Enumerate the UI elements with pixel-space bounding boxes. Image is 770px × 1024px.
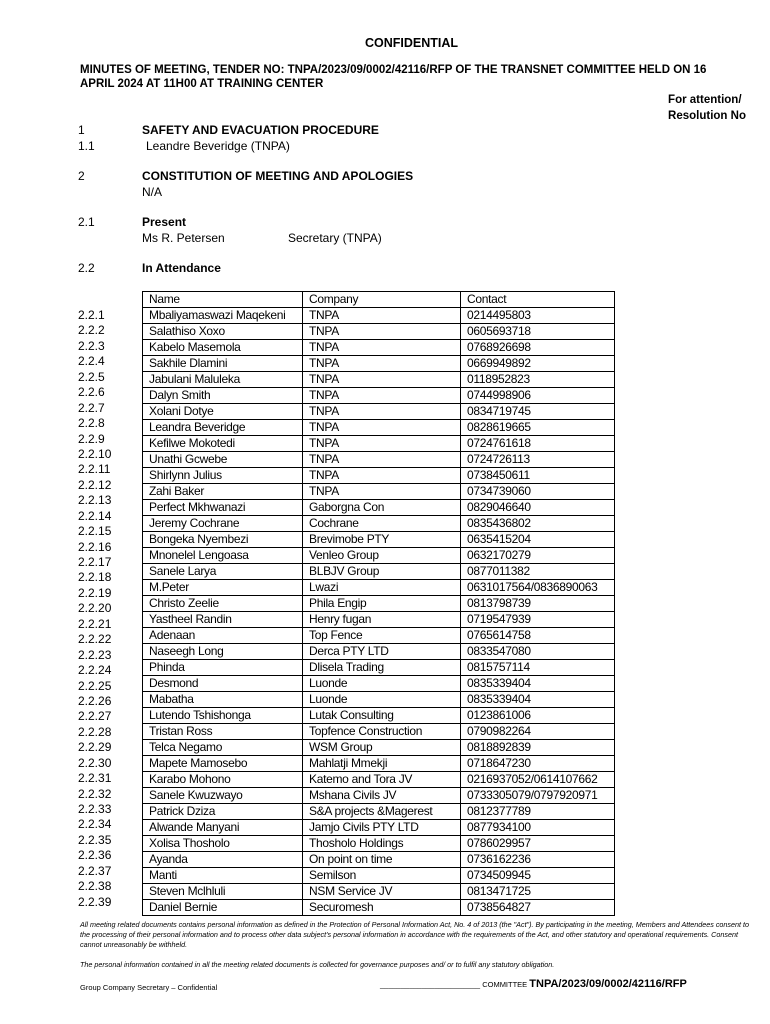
attendee-contact: 0738450611 [461,468,615,484]
row-number: 2.2.36 [78,848,112,863]
attendee-name: Alwande Manyani [143,820,303,836]
section-number: 2.2 [78,261,95,275]
attendee-contact: 0719547939 [461,612,615,628]
table-row [143,468,615,484]
section-text: Leandre Beveridge (TNPA) [146,139,290,153]
attendee-company: Henry fugan [303,612,461,628]
row-number: 2.2.22 [78,632,112,647]
attendee-contact: 0815757114 [461,660,615,676]
attendee-name: Mapete Mamosebo [143,756,303,772]
attendee-contact: 0123861006 [461,708,615,724]
row-number: 2.2.25 [78,678,112,693]
attendee-company: Luonde [303,676,461,692]
attendee-contact: 0790982264 [461,724,615,740]
attendee-contact: 0631017564/0836890063 [461,580,615,596]
row-number: 2.2.18 [78,570,112,585]
row-number: 2.2.13 [78,493,112,508]
attendee-name: Jabulani Maluleka [143,372,303,388]
attendee-name: Leandra Beveridge [143,420,303,436]
privacy-purpose: The personal information contained in all the meeting related documents is collected for governance purposes and/ or to fulfil any statutory obligation. [80,960,555,969]
attendee-company: Derca PTY LTD [303,644,461,660]
column-header-contact: Contact [461,292,615,308]
row-number: 2.2.4 [78,354,105,369]
attendee-name: Sanele Kwuzwayo [143,788,303,804]
row-number: 2.2.8 [78,416,105,431]
section-title: SAFETY AND EVACUATION PROCEDURE [142,123,379,137]
table-row [143,596,615,612]
attendee-name: Karabo Mohono [143,772,303,788]
attendee-contact: 0834719745 [461,404,615,420]
row-number: 2.2.5 [78,369,105,384]
table-row [143,852,615,868]
attendee-contact: 0632170279 [461,548,615,564]
attendee-company: Topfence Construction [303,724,461,740]
attendee-company: Phila Engip [303,596,461,612]
attendee-name: Zahi Baker [143,484,303,500]
table-row [143,388,615,404]
table-header-row [143,292,615,308]
attendee-contact: 0214495803 [461,308,615,324]
attendee-contact: 0724726113 [461,452,615,468]
table-row [143,692,615,708]
row-number: 2.2.24 [78,663,112,678]
attendee-name: Mabatha [143,692,303,708]
attendee-contact: 0216937052/0614107662 [461,772,615,788]
row-number: 2.2.37 [78,863,112,878]
attendee-contact: 0813798739 [461,596,615,612]
attendee-company: Lwazi [303,580,461,596]
row-number: 2.2.2 [78,323,105,338]
table-row [143,452,615,468]
attendee-contact: 0734739060 [461,484,615,500]
attendee-company: On point on time [303,852,461,868]
attendee-contact: 0718647230 [461,756,615,772]
attendee-company: TNPA [303,436,461,452]
row-number: 2.2.39 [78,894,112,909]
attendee-name: Mbaliyamaswazi Maqekeni [143,308,303,324]
attendee-contact: 0605693718 [461,324,615,340]
row-number: 2.2.17 [78,555,112,569]
attendee-name: Adenaan [143,628,303,644]
section-number: 1 [78,123,85,137]
tender-reference: TNPA/2023/09/0002/42116/RFP [529,978,687,990]
table-row [143,708,615,724]
table-row [143,324,615,340]
table-row [143,772,615,788]
attendee-contact: 0818892839 [461,740,615,756]
attendee-contact: 0835339404 [461,692,615,708]
row-number: 2.2.33 [78,802,112,816]
attendee-name: Jeremy Cochrane [143,516,303,532]
row-number: 2.2.29 [78,740,112,755]
attendee-name: Kefilwe Mokotedi [143,436,303,452]
attention-label: For attention/ [668,94,742,106]
attendee-name: Ayanda [143,852,303,868]
committee-line: ________________________ COMMITTEE [380,980,528,989]
attendee-name: Christo Zeelie [143,596,303,612]
row-number: 2.2.12 [78,477,112,492]
table-row [143,644,615,660]
attendee-contact: 0744998906 [461,388,615,404]
attendee-company: TNPA [303,484,461,500]
attendee-contact: 0877934100 [461,820,615,836]
table-row [143,628,615,644]
attendee-company: Top Fence [303,628,461,644]
table-row [143,740,615,756]
attendee-company: Katemo and Tora JV [303,772,461,788]
table-row [143,420,615,436]
row-number: 2.2.14 [78,508,112,523]
resolution-label: Resolution No [668,110,746,122]
attendee-company: Lutak Consulting [303,708,461,724]
row-number: 2.2.9 [78,431,105,446]
table-row [143,612,615,628]
attendee-name: Telca Negamo [143,740,303,756]
attendee-company: TNPA [303,356,461,372]
attendee-contact: 0765614758 [461,628,615,644]
attendee-name: Mnonelel Lengoasa [143,548,303,564]
attendee-contact: 0738564827 [461,900,615,916]
table-row [143,580,615,596]
attendee-company: Thosholo Holdings [303,836,461,852]
attendee-company: Cochrane [303,516,461,532]
row-number: 2.2.7 [78,400,105,415]
row-number: 2.2.38 [78,879,112,894]
attendee-company: TNPA [303,452,461,468]
confidential-heading: CONFIDENTIAL [364,36,459,50]
attendee-name: Perfect Mkhwanazi [143,500,303,516]
attendee-name: Xolani Dotye [143,404,303,420]
privacy-disclaimer: All meeting related documents contains personal information as defined in the Protection of Personal Information Act, No. 4 of 2013 (the "Act"). By participating in the meeting, Members and Attendees consent to the processing of their personal information and to process other data subject's personal information in accordance with the requirements of the Act, and other statutory and operational requirements. Consent cannot unreasonably be withheld. [80,920,749,949]
table-row [143,756,615,772]
section-title: Present [142,215,187,229]
table-row [143,308,615,324]
attendee-company: Mahlatji Mmekji [303,756,461,772]
row-number: 2.2.35 [78,832,112,847]
attendee-company: Securomesh [303,900,461,916]
attendee-contact: 0813471725 [461,884,615,900]
attendee-name: Unathi Gcwebe [143,452,303,468]
table-row [143,836,615,852]
attendee-contact: 0835339404 [461,676,615,692]
table-row [143,788,615,804]
attendee-company: Luonde [303,692,461,708]
attendee-name: Daniel Bernie [143,900,303,916]
table-row [143,340,615,356]
attendee-contact: 0734509945 [461,868,615,884]
attendee-company: S&A projects &Magerest [303,804,461,820]
row-number: 2.2.30 [78,755,112,770]
attendee-company: Gaborgna Con [303,500,461,516]
table-row [143,372,615,388]
table-row [143,356,615,372]
table-row [143,532,615,548]
attendee-name: M.Peter [143,580,303,596]
row-number: 2.2.28 [78,724,112,739]
footer-left: Group Company Secretary – Confidential [80,983,218,992]
section-number: 2.1 [78,215,95,229]
attendee-contact: 0835436802 [461,516,615,532]
attendee-name: Kabelo Masemola [143,340,303,356]
table-row [143,404,615,420]
table-row [143,548,615,564]
attendee-contact: 0724761618 [461,436,615,452]
footer-right [380,978,687,990]
row-number: 2.2.20 [78,601,112,616]
attendee-company: NSM Service JV [303,884,461,900]
row-number: 2.2.1 [78,308,105,322]
attendee-company: TNPA [303,324,461,340]
table-row [143,564,615,580]
attendee-contact: 0736162236 [461,852,615,868]
attendee-name: Xolisa Thosholo [143,836,303,852]
attendee-name: Yastheel Randin [143,612,303,628]
attendee-name: Steven Mclhluli [143,884,303,900]
table-row [143,484,615,500]
row-number: 2.2.34 [78,817,112,832]
attendee-company: TNPA [303,468,461,484]
column-header-name: Name [143,292,303,308]
attendee-company: Brevimobe PTY [303,532,461,548]
row-number: 2.2.11 [78,462,111,477]
table-row [143,676,615,692]
attendee-contact: 0733305079/0797920971 [461,788,615,804]
row-number: 2.2.15 [78,524,112,539]
attendee-company: BLBJV Group [303,564,461,580]
table-row [143,884,615,900]
attendee-name: Manti [143,868,303,884]
attendee-company: TNPA [303,420,461,436]
attendee-name: Patrick Dziza [143,804,303,820]
row-number: 2.2.3 [78,338,105,353]
attendee-company: TNPA [303,308,461,324]
attendance-row-numbers [78,308,111,910]
attendee-contact: 0635415204 [461,532,615,548]
table-row [143,500,615,516]
attendee-name: Desmond [143,676,303,692]
attendee-name: Sakhile Dlamini [143,356,303,372]
column-header-company: Company [303,292,461,308]
minutes-title: MINUTES OF MEETING, TENDER NO: TNPA/2023/09/0002/42116/RFP OF THE TRANSNET COMMITTEE HELD ON 16 APRIL 2024 AT 11H00 AT TRAINING CENTER [80,64,707,90]
row-number: 2.2.31 [78,771,112,786]
row-number: 2.2.19 [78,585,112,600]
table-row [143,868,615,884]
attendee-name: Sanele Larya [143,564,303,580]
row-number: 2.2.16 [78,539,112,554]
attendee-company: WSM Group [303,740,461,756]
attendee-company: Mshana Civils JV [303,788,461,804]
attendance-table [142,291,615,916]
attendee-company: Semilson [303,868,461,884]
attendee-name: Lutendo Tshishonga [143,708,303,724]
table-row [143,436,615,452]
attendee-name: Tristan Ross [143,724,303,740]
table-row [143,820,615,836]
section-number: 1.1 [78,139,95,153]
attendee-company: TNPA [303,404,461,420]
table-row [143,660,615,676]
table-row [143,724,615,740]
row-number: 2.2.26 [78,693,112,708]
attendee-company: Venleo Group [303,548,461,564]
section-title: CONSTITUTION OF MEETING AND APOLOGIES [142,169,414,183]
attendee-contact: 0768926698 [461,340,615,356]
attendee-contact: 0829046640 [461,500,615,516]
section-title: In Attendance [142,261,221,275]
attendee-name: Phinda [143,660,303,676]
attendee-company: Jamjo Civils PTY LTD [303,820,461,836]
attendee-contact: 0669949892 [461,356,615,372]
table-row [143,804,615,820]
attendee-contact: 0812377789 [461,804,615,820]
attention-column-header [668,92,746,124]
section-number: 2 [78,169,85,183]
section-text: N/A [142,185,163,199]
present-role: Secretary (TNPA) [288,231,382,245]
row-number: 2.2.10 [78,446,112,461]
attendee-contact: 0877011382 [461,564,615,580]
row-number: 2.2.21 [78,616,112,631]
table-row [143,516,615,532]
attendee-name: Salathiso Xoxo [143,324,303,340]
attendee-name: Dalyn Smith [143,388,303,404]
attendee-company: Dlisela Trading [303,660,461,676]
attendee-name: Bongeka Nyembezi [143,532,303,548]
present-name: Ms R. Petersen [142,231,225,245]
attendee-company: TNPA [303,388,461,404]
row-number: 2.2.6 [78,385,105,400]
row-number: 2.2.23 [78,647,112,662]
attendee-contact: 0833547080 [461,644,615,660]
attendee-contact: 0118952823 [461,372,615,388]
table-row [143,900,615,916]
attendee-name: Naseegh Long [143,644,303,660]
attendee-contact: 0828619665 [461,420,615,436]
attendee-contact: 0786029957 [461,836,615,852]
row-number: 2.2.32 [78,786,112,801]
attendee-name: Shirlynn Julius [143,468,303,484]
row-number: 2.2.27 [78,709,112,724]
attendee-company: TNPA [303,340,461,356]
attendee-company: TNPA [303,372,461,388]
